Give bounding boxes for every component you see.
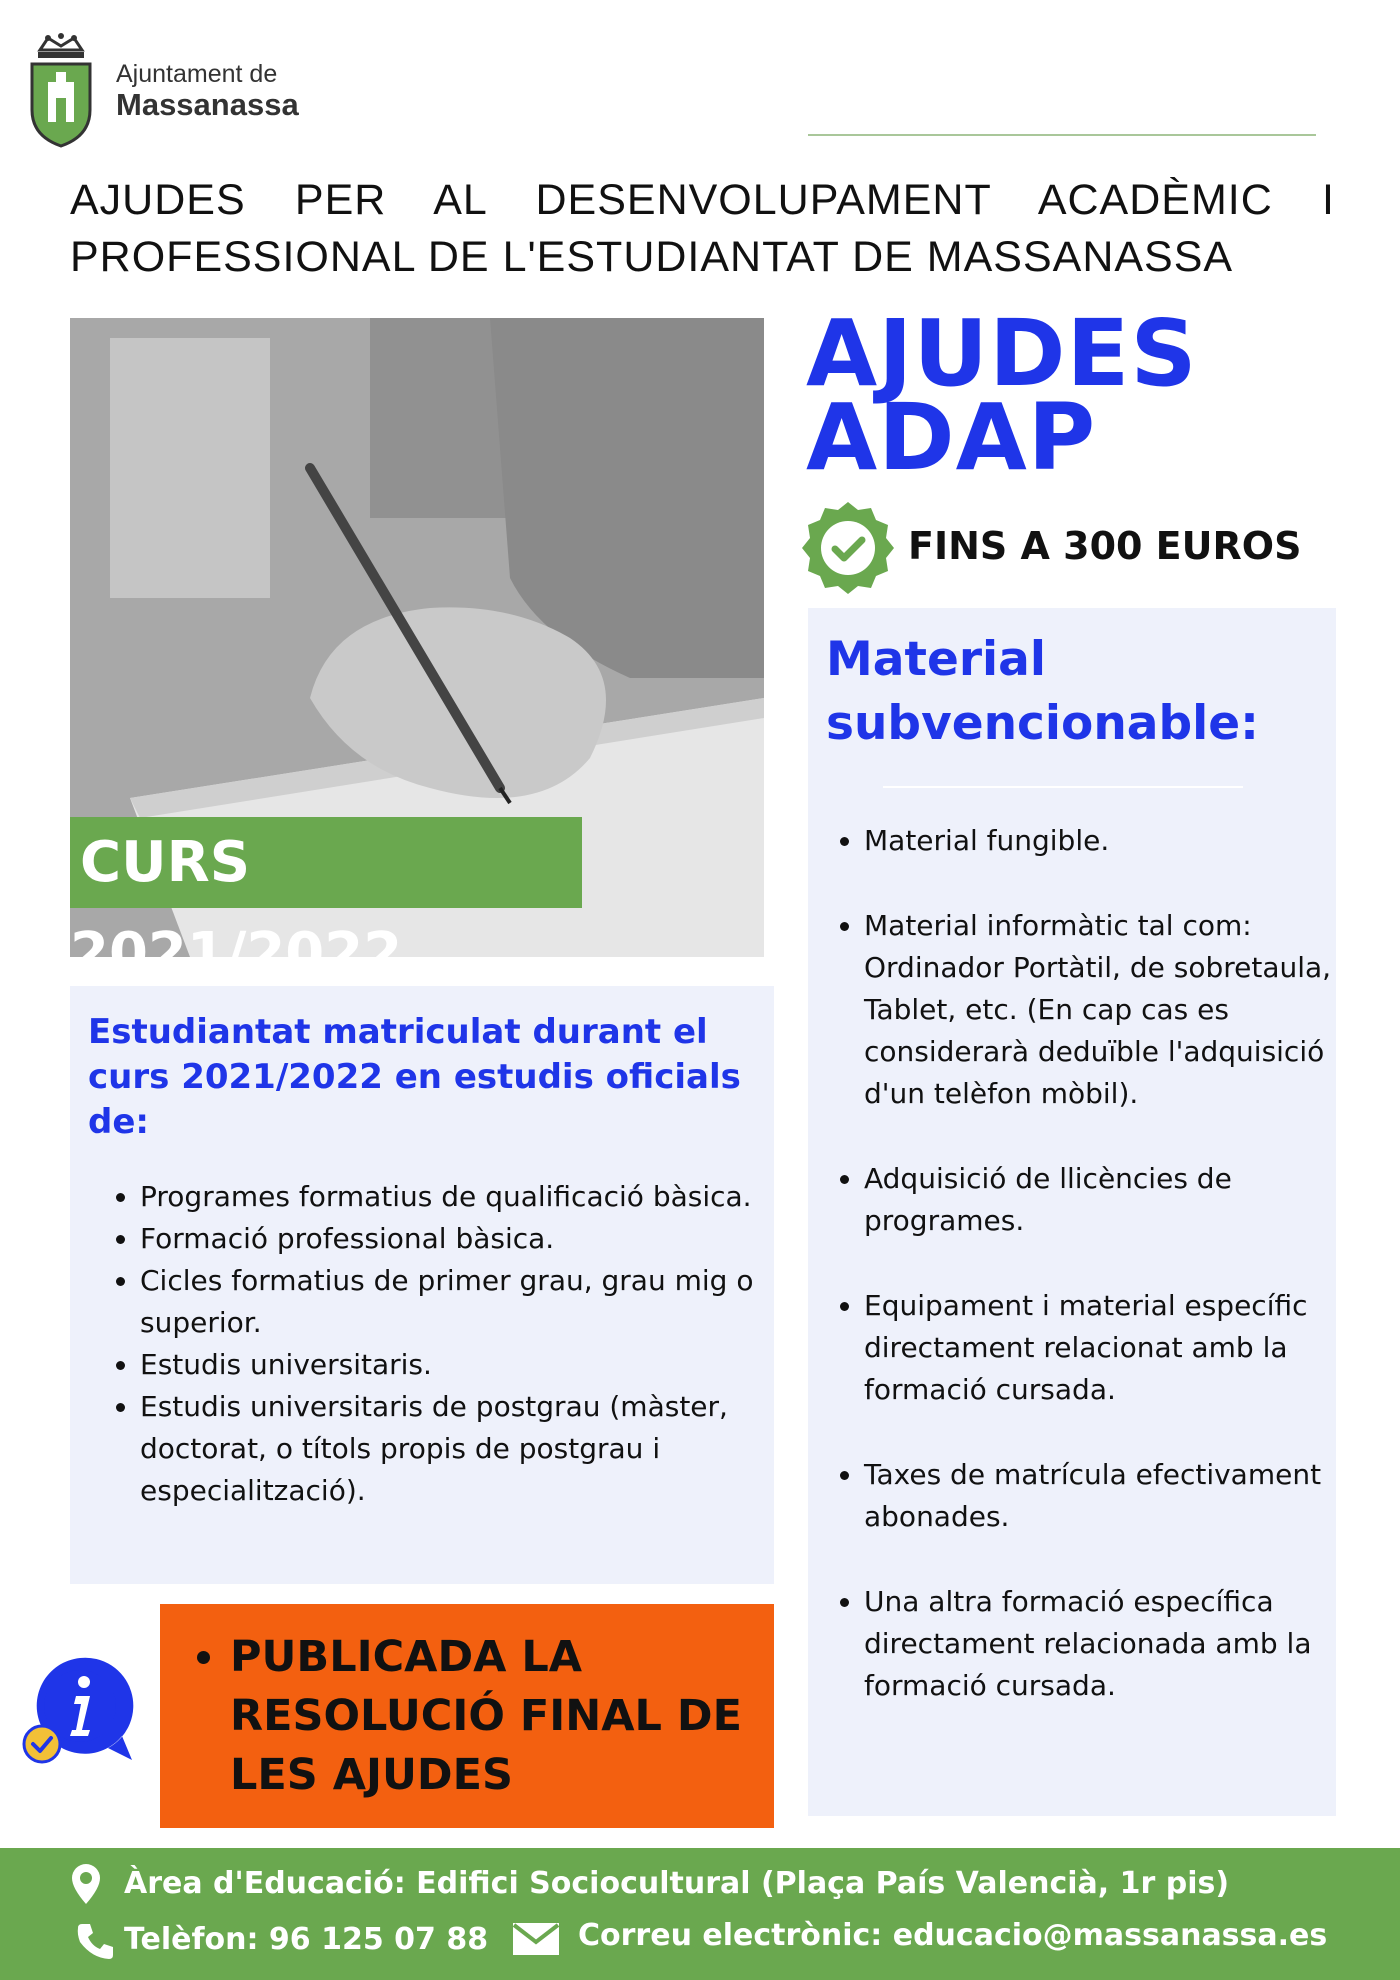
mail-icon [512,1922,560,1956]
check-badge-icon [800,500,896,596]
list-item: • Programes formatius de qualificació bàsica. [140,1176,810,1218]
logo-line-2: Massanassa [116,87,299,122]
materials-title: Material subvencionable: [826,632,1259,751]
max-amount: FINS A 300 EUROS [908,524,1302,568]
page-title-line-2: PROFESSIONAL DE L'ESTUDIANTAT DE MASSANASSA [70,233,1234,281]
footer-phone: Telèfon: 96 125 07 88 [124,1922,489,1957]
list-item: • Taxes de matrícula efectivament abonades. [864,1454,1374,1538]
logo-line-1: Ajuntament de [116,60,278,88]
list-item: • Adquisició de llicències de programes. [864,1158,1374,1242]
page-title-line-1: AJUDES PER AL DESENVOLUPAMENT ACADÈMIC I [70,176,1335,224]
municipal-logo [26,32,96,150]
list-item: • Formació professional bàsica. [140,1218,810,1260]
notice-list [176,1628,820,1805]
list-item: • Equipament i material específic directament relacionat amb la formació cursada. [864,1285,1374,1411]
footer-email: Correu electrònic: educacio@massanassa.es [578,1918,1328,1953]
list-item: • Cicles formatius de primer grau, grau mig o superior. [140,1260,810,1344]
logo-wordmark [116,60,376,123]
footer-address: Àrea d'Educació: Edifici Sociocultural (Plaça País Valencià, 1r pis) [124,1866,1230,1901]
materials-divider [883,786,1243,788]
hero-title-line-1: AJUDES [806,300,1198,407]
list-item: • Material informàtic tal com: Ordinador Portàtil, de sobretaula, Tablet, etc. (En cap cas es considerarà deduïble l'adquisició d'un telèfon mòbil). [864,905,1374,1115]
phone-icon [74,1920,116,1962]
list-item: • Una altra formació específica directament relacionada amb la formació cursada. [864,1581,1374,1707]
location-pin-icon [70,1862,102,1906]
list-item: • Material fungible. [864,820,1374,862]
header-divider [808,134,1316,136]
course-label: CURS 2021/2022 [70,817,582,908]
list-item: • Estudis universitaris de postgrau (màster, doctorat, o títols propis de postgrau i especialització). [140,1386,810,1512]
info-icon [18,1652,136,1770]
eligibility-title: Estudiantat matriculat durant el curs 2021/2022 en estudis oficials de: [88,1012,741,1142]
hero-title-line-2: ADAP [806,384,1097,491]
hero-title [806,300,1366,491]
eligibility-list [98,1176,810,1512]
notice-text: • PUBLICADA LA RESOLUCIÓ FINAL DE LES AJUDES [230,1628,820,1805]
list-item: • Estudis universitaris. [140,1344,810,1386]
page-title [70,172,1335,286]
materials-list [822,820,1374,1750]
